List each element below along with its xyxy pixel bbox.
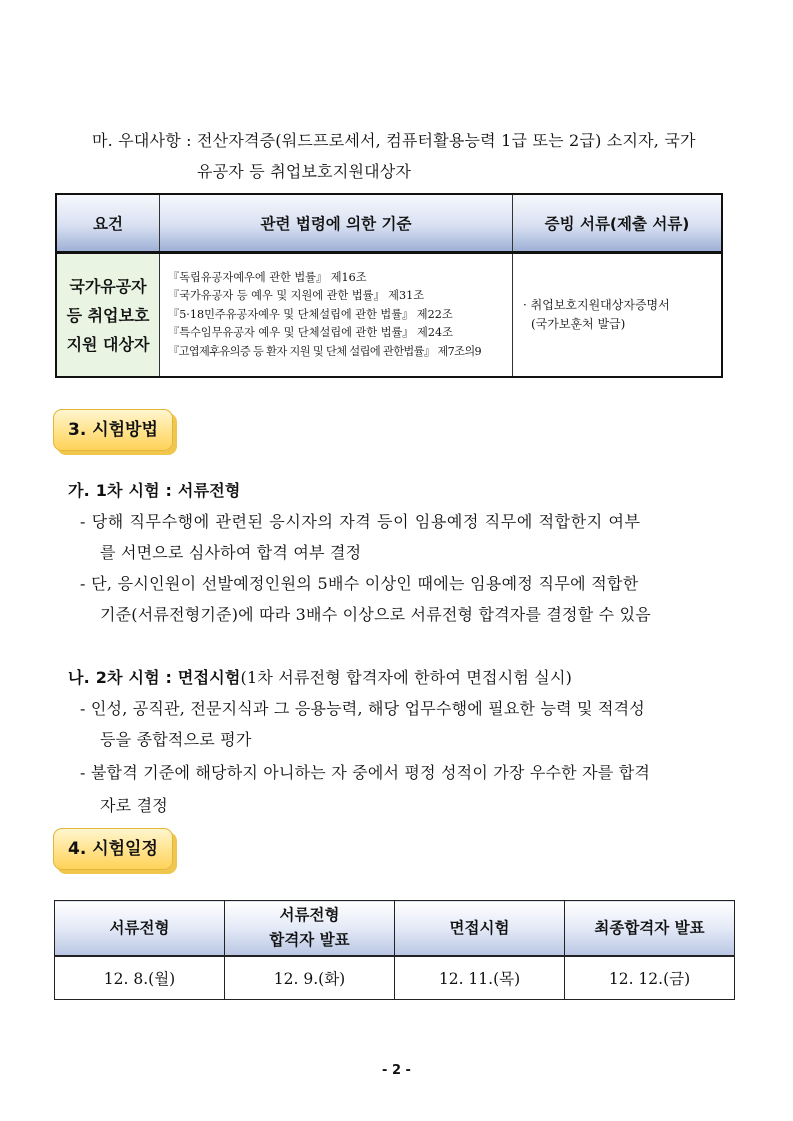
schedule-header <box>395 901 565 957</box>
law-list <box>160 253 513 378</box>
exam-b-item: - 불합격 기준에 해당하지 아니하는 자 중에서 평정 성적이 가장 우수한 자를 합격 <box>80 763 651 782</box>
schedule-date: 12. 11.(목) <box>395 956 565 1000</box>
schedule-date: 12. 8.(월) <box>55 956 225 1000</box>
requirement-name-line: 등 취업보호 <box>66 305 150 325</box>
header-law-basis: 관련 법령에 의한 기준 <box>160 194 513 253</box>
law-item: 『국가유공자 등 예우 및 지원에 관한 법률』 제31조 <box>168 289 425 303</box>
schedule-header-line: 서류전형 <box>109 918 170 937</box>
exam-b-title-bold: 나. 2차 시험 : 면접시험 <box>68 668 241 687</box>
exam-a-item: - 당해 직무수행에 관련된 응시자의 자격 등이 임용예정 직무에 적합한지 여부 <box>80 512 641 531</box>
section-3-badge: 3. 시험방법 <box>53 409 173 451</box>
requirement-name-line: 지원 대상자 <box>66 334 150 354</box>
requirements-row <box>56 253 722 378</box>
preference-line-2: 유공자 등 취업보호지원대상자 <box>197 162 412 181</box>
document-item: (국가보훈처 발급) <box>531 317 626 331</box>
document-item: · 취업보호지원대상자증명서 <box>523 298 670 312</box>
requirements-header-row <box>56 194 722 253</box>
exam-b-item: - 인성, 공직관, 전문지식과 그 응용능력, 해당 업무수행에 필요한 능력 및 적격성 <box>80 699 645 718</box>
header-requirement: 요건 <box>56 194 160 253</box>
schedule-header-row <box>55 901 735 957</box>
law-item: 『5·18민주유공자예우 및 단체설립에 관한 법률』 제22조 <box>168 307 453 321</box>
preference-line-1: 마. 우대사항 : 전산자격증(워드프로세서, 컴퓨터활용능력 1급 또는 2급) 소지자, 국가 <box>92 131 696 150</box>
schedule-header-line: 합격자 발표 <box>269 931 350 949</box>
schedule-table <box>54 900 735 1000</box>
exam-b-title-rest: (1차 서류전형 합격자에 한하여 면접시험 실시) <box>240 668 573 687</box>
schedule-header-line: 서류전형 <box>279 906 340 924</box>
schedule-date: 12. 9.(화) <box>225 956 395 1000</box>
requirement-name-line: 국가유공자 <box>69 276 147 296</box>
schedule-header <box>225 901 395 957</box>
exam-b-title <box>68 665 572 688</box>
page-number: - 2 - <box>382 1063 411 1078</box>
schedule-header-line: 면접시험 <box>449 918 510 937</box>
exam-a-item: - 단, 응시인원이 선발예정인원의 5배수 이상인 때에는 임용예정 직무에 적합한 <box>80 574 639 593</box>
exam-a-title: 가. 1차 시험 : 서류전형 <box>68 481 241 500</box>
law-item: 『고엽제후유의증 등 환자 지원 및 단체 설립에 관한법률』 제7조의9 <box>168 344 482 358</box>
schedule-header-line: 최종합격자 발표 <box>594 918 705 937</box>
document-list <box>513 253 723 378</box>
schedule-date-row <box>55 956 735 1000</box>
exam-a-item: 를 서면으로 심사하여 합격 여부 결정 <box>100 543 362 562</box>
exam-b-item: 등을 종합적으로 평가 <box>100 730 252 749</box>
requirements-table <box>55 193 723 378</box>
section-4-badge: 4. 시험일정 <box>53 828 173 870</box>
header-documents: 증빙 서류(제출 서류) <box>513 194 723 253</box>
schedule-date: 12. 12.(금) <box>565 956 735 1000</box>
law-item: 『특수임무유공자 예우 및 단체설립에 관한 법률』 제24조 <box>168 326 453 340</box>
law-item: 『독립유공자예우에 관한 법률』 제16조 <box>168 270 367 284</box>
exam-b-item: 자로 결정 <box>100 796 168 815</box>
schedule-header <box>565 901 735 957</box>
exam-a-item: 기준(서류전형기준)에 따라 3배수 이상으로 서류전형 합격자를 결정할 수 있음 <box>100 605 651 624</box>
schedule-header <box>55 901 225 957</box>
requirement-name <box>56 253 160 378</box>
